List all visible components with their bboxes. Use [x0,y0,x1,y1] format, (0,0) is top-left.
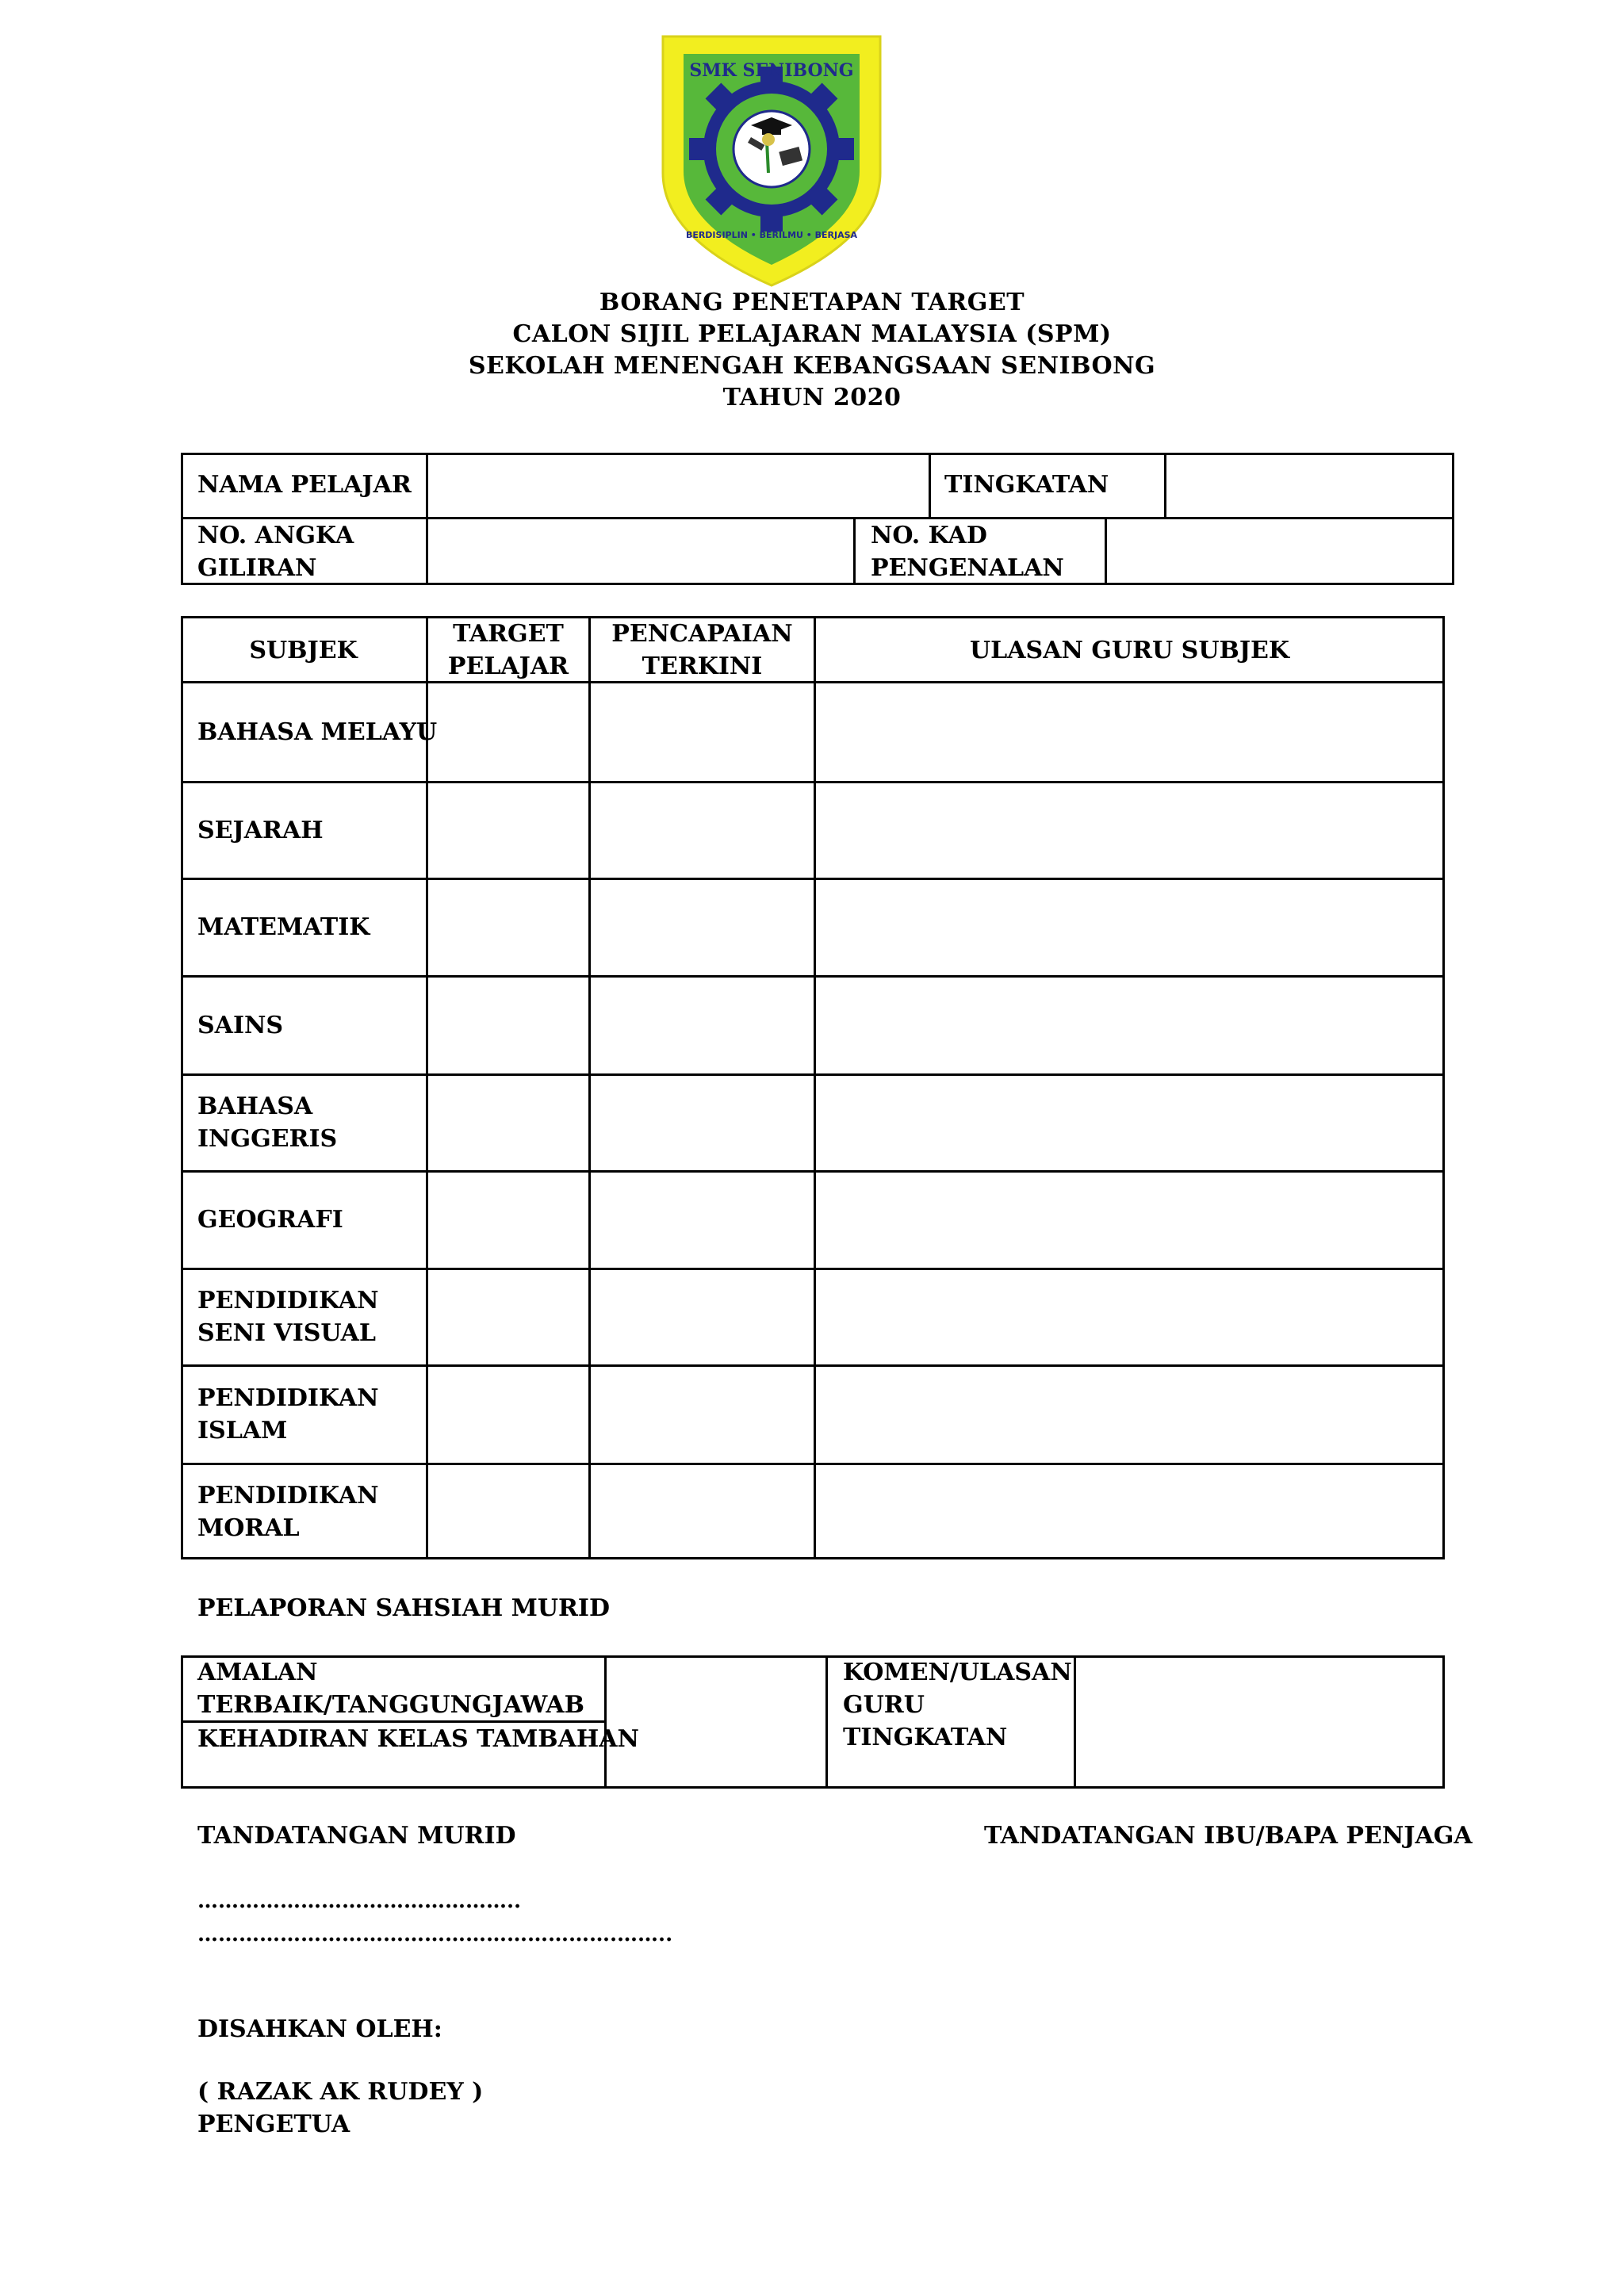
label-no-angka-giliran: NO. ANGKA GILIRAN [197,522,354,582]
ulasan-guru-cell[interactable] [816,783,1443,878]
signature-line-murid: ……………………………………….. [197,1889,522,1913]
subject-name: BAHASA INGGERIS [197,1093,338,1153]
label-no-kad-pengenalan: NO. KAD PENGENALAN [871,522,1064,582]
target-pelajar-cell[interactable] [428,1173,588,1268]
no-kad-pengenalan-field[interactable] [1109,520,1452,583]
ulasan-guru-cell[interactable] [816,880,1443,975]
label-amalan-terbaik: AMALAN TERBAIK/TANGGUNGJAWAB [197,1659,585,1719]
header-pencapaian-terkini: PENCAPAIAN TERKINI [611,620,793,680]
pencapaian-terkini-cell[interactable] [591,1076,814,1170]
form-title: BORANG PENETAPAN TARGET [599,289,1025,316]
pencapaian-terkini-cell[interactable] [591,880,814,975]
target-pelajar-cell[interactable] [428,1367,588,1463]
subject-name: SEJARAH [197,816,324,844]
komen-guru-field[interactable] [1078,1658,1442,1786]
sahsiah-heading: PELAPORAN SAHSIAH MURID [197,1594,610,1622]
pencapaian-terkini-cell[interactable] [591,1465,814,1559]
pencapaian-terkini-cell[interactable] [591,1367,814,1463]
target-pelajar-cell[interactable] [428,880,588,975]
header-target-pelajar: TARGET PELAJAR [447,620,569,680]
logo-text: SMK SENIBONG [689,60,854,81]
amalan-terbaik-field[interactable] [608,1658,824,1720]
pencapaian-terkini-cell[interactable] [591,783,814,878]
logo-motto: BERDISIPLIN • BERILMU • BERJASA [685,230,858,240]
tingkatan-field[interactable] [1168,455,1452,516]
label-kehadiran-kelas-tambahan: KEHADIRAN KELAS TAMBAHAN [197,1725,639,1753]
header-subjek: SUBJEK [249,637,358,664]
label-tandatangan-ibu-bapa: TANDATANGAN IBU/BAPA PENJAGA [984,1822,1473,1850]
ulasan-guru-cell[interactable] [816,978,1443,1073]
label-disahkan-oleh: DISAHKAN OLEH: [197,2015,442,2043]
kehadiran-field[interactable] [608,1724,824,1786]
school-logo [652,30,891,290]
signature-line-ibu-bapa: …………………………………………………….…….. [197,1923,673,1946]
label-komen-guru-tingkatan: KOMEN/ULASAN GURU TINGKATAN [843,1659,1072,1751]
principal-name: ( RAZAK AK RUDEY ) [197,2078,484,2106]
subject-name: PENDIDIKAN MORAL [197,1482,379,1542]
subject-name: SAINS [197,1011,284,1039]
year: TAHUN 2020 [722,384,902,411]
target-pelajar-cell[interactable] [428,1076,588,1170]
nama-pelajar-field[interactable] [430,455,927,516]
ulasan-guru-cell[interactable] [816,1270,1443,1364]
ulasan-guru-cell[interactable] [816,1076,1443,1170]
subject-name: GEOGRAFI [197,1206,343,1234]
pencapaian-terkini-cell[interactable] [591,1270,814,1364]
target-pelajar-cell[interactable] [428,783,588,878]
pencapaian-terkini-cell[interactable] [591,1173,814,1268]
exam-name: CALON SIJIL PELAJARAN MALAYSIA (SPM) [512,320,1112,348]
no-angka-giliran-field[interactable] [430,520,852,583]
pencapaian-terkini-cell[interactable] [591,978,814,1073]
principal-title: PENGETUA [197,2110,350,2138]
subject-name: MATEMATIK [197,913,370,941]
ulasan-guru-cell[interactable] [816,1173,1443,1268]
school-name: SEKOLAH MENENGAH KEBANGSAAN SENIBONG [468,352,1156,380]
subject-name: BAHASA MELAYU [197,718,438,746]
pencapaian-terkini-cell[interactable] [591,683,814,781]
target-pelajar-cell[interactable] [428,1465,588,1559]
subject-name: PENDIDIKAN ISLAM [197,1384,379,1445]
label-nama-pelajar: NAMA PELAJAR [197,471,412,499]
subject-name: PENDIDIKAN SENI VISUAL [197,1287,379,1347]
target-pelajar-cell[interactable] [428,683,588,781]
label-tingkatan: TINGKATAN [944,471,1109,499]
label-tandatangan-murid: TANDATANGAN MURID [197,1822,516,1850]
ulasan-guru-cell[interactable] [816,1367,1443,1463]
header-ulasan-guru-subjek: ULASAN GURU SUBJEK [970,637,1289,664]
ulasan-guru-cell[interactable] [816,1465,1443,1559]
ulasan-guru-cell[interactable] [816,683,1443,781]
target-pelajar-cell[interactable] [428,978,588,1073]
target-pelajar-cell[interactable] [428,1270,588,1364]
